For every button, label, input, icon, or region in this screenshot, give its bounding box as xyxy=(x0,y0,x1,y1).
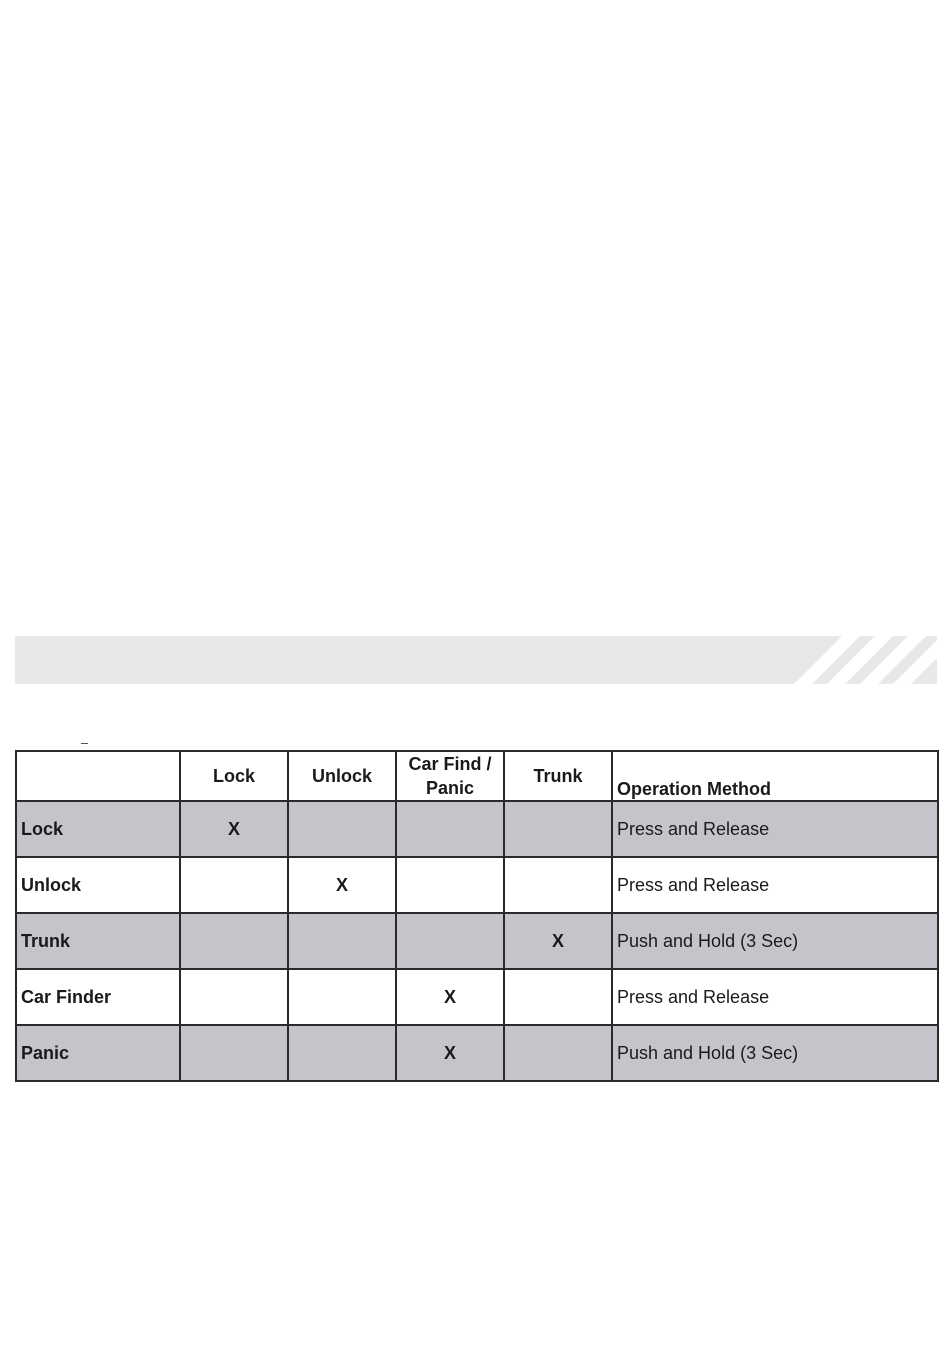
header-trunk: Trunk xyxy=(504,751,612,801)
mark-cell xyxy=(288,913,396,969)
mark-cell xyxy=(504,969,612,1025)
table-body xyxy=(16,801,938,1081)
mark-cell xyxy=(288,969,396,1025)
mark-cell xyxy=(180,969,288,1025)
table-row xyxy=(16,969,938,1025)
mark-cell xyxy=(504,1025,612,1081)
section-header-band xyxy=(15,636,937,684)
header-unlock: Unlock xyxy=(288,751,396,801)
header-car-find-panic xyxy=(396,751,504,801)
operation-method-cell: Push and Hold (3 Sec) xyxy=(612,913,938,969)
operation-method-cell: Push and Hold (3 Sec) xyxy=(612,1025,938,1081)
mark-cell xyxy=(504,801,612,857)
button-function-table xyxy=(15,750,939,1082)
mark-cell xyxy=(180,857,288,913)
table-row xyxy=(16,801,938,857)
mark-cell: X xyxy=(180,801,288,857)
mark-cell xyxy=(396,801,504,857)
table-header-row xyxy=(16,751,938,801)
mark-cell xyxy=(504,857,612,913)
header-car-find-line1: Car Find / xyxy=(408,754,492,774)
header-car-find-line2: Panic xyxy=(425,778,475,798)
mark-cell xyxy=(396,913,504,969)
row-label: Panic xyxy=(16,1025,180,1081)
operation-method-cell: Press and Release xyxy=(612,801,938,857)
header-lock: Lock xyxy=(180,751,288,801)
mark-cell xyxy=(180,913,288,969)
mark-cell: X xyxy=(396,969,504,1025)
row-label: Lock xyxy=(16,801,180,857)
table-row xyxy=(16,1025,938,1081)
header-operation-method: Operation Method xyxy=(612,751,938,801)
mark-cell xyxy=(288,801,396,857)
mark-cell: X xyxy=(504,913,612,969)
table-row xyxy=(16,913,938,969)
mark-cell xyxy=(288,1025,396,1081)
header-empty xyxy=(16,751,180,801)
mark-cell xyxy=(180,1025,288,1081)
table-row xyxy=(16,857,938,913)
row-label: Trunk xyxy=(16,913,180,969)
mark-cell xyxy=(396,857,504,913)
mark-cell: X xyxy=(396,1025,504,1081)
row-label: Car Finder xyxy=(16,969,180,1025)
mark-cell: X xyxy=(288,857,396,913)
diagonal-stripes-decoration xyxy=(792,636,937,684)
dash-mark xyxy=(81,743,88,744)
row-label: Unlock xyxy=(16,857,180,913)
operation-method-cell: Press and Release xyxy=(612,969,938,1025)
operation-method-cell: Press and Release xyxy=(612,857,938,913)
